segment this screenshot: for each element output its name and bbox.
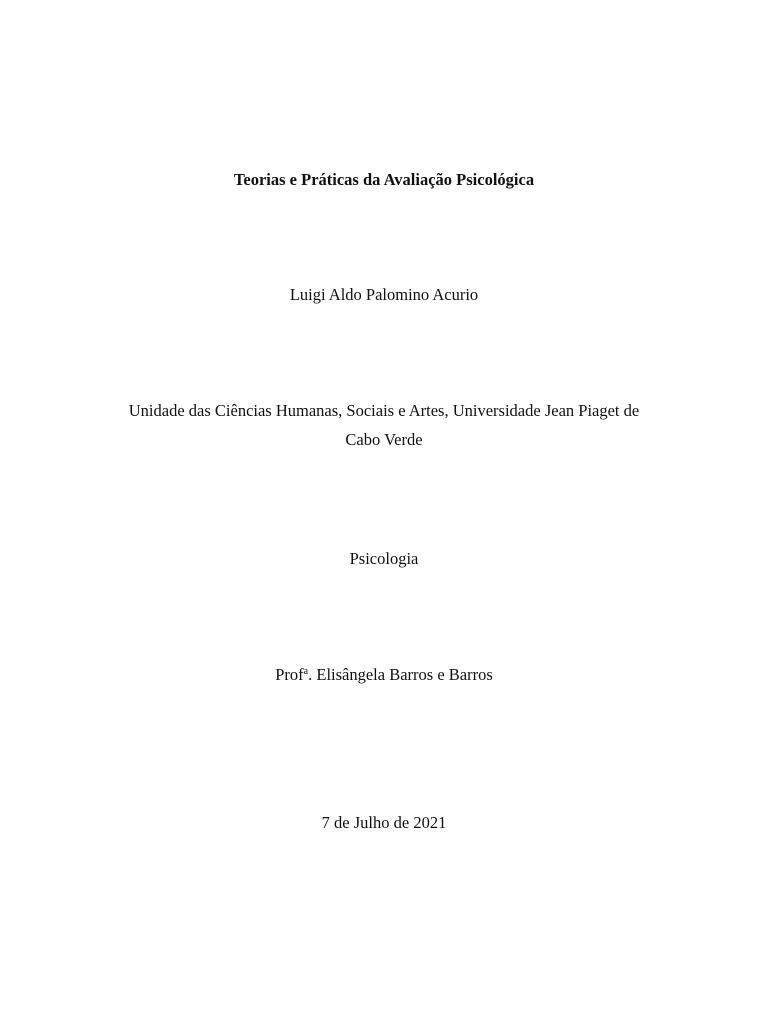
paper-title: Teorias e Práticas da Avaliação Psicológica [233,170,535,189]
instructor-name: . Elisângela Barros e Barros [308,665,493,684]
affiliation-line-2: Cabo Verde [345,430,423,449]
submission-date: 7 de Julho de 2021 [321,813,447,832]
instructor-ordinal: a [303,666,309,677]
instructor-line [0,665,768,685]
affiliation-line-1: Unidade das Ciências Humanas, Sociais e Artes, Universidade Jean Piaget de [128,401,640,420]
course-name: Psicologia [349,549,419,568]
author-name: Luigi Aldo Palomino Acurio [289,285,479,304]
instructor-prefix: Prof [275,665,304,684]
